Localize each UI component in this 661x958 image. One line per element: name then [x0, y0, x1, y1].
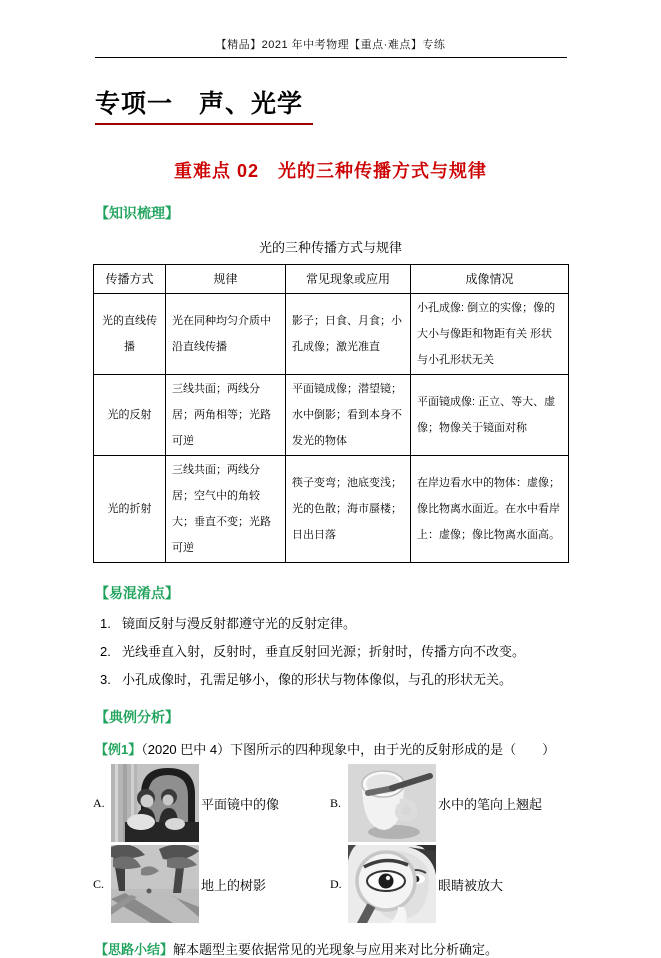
- option-c: [93, 845, 330, 923]
- summary-line: [95, 939, 661, 958]
- tree-shadows-photo: [111, 845, 199, 923]
- summary-label: 【思路小结】: [95, 942, 174, 957]
- table-header-imaging: 成像情况: [411, 265, 569, 294]
- example1-line: [95, 741, 661, 758]
- summary-text: 解本题型主要依据常见的光现象与应用来对比分析确定。: [173, 942, 499, 957]
- table-header-phenomena: 常见现象或应用: [286, 265, 411, 294]
- confusion-item: [100, 644, 661, 659]
- confusion-list: [100, 616, 661, 687]
- confusion-item-text: 小孔成像时，孔需足够小，像的形状与物体像似，与孔的形状无关。: [122, 672, 513, 687]
- knowledge-table: [93, 264, 569, 563]
- table-cell-mode: 光的直线传播: [94, 294, 166, 375]
- confusion-item-text: 镜面反射与漫反射都遵守光的反射定律。: [122, 616, 357, 631]
- table-cell-phenomena: 筷子变弯；池底变浅；光的色散；海市蜃楼；日出日落: [286, 456, 411, 563]
- table-row: [94, 456, 569, 563]
- confusion-item-number: 3.: [100, 672, 111, 687]
- confusion-item-number: 1.: [100, 616, 111, 631]
- magnified-eye-photo: [348, 845, 436, 923]
- table-row: [94, 375, 569, 456]
- table-cell-imaging: 平面镜成像: 正立、等大、虚像；物像关于镜面对称: [411, 375, 569, 456]
- knowledge-section-label: 【知识梳理】: [95, 205, 179, 221]
- table-cell-phenomena: 平面镜成像；潜望镜；水中倒影；看到本身不发光的物体: [286, 375, 411, 456]
- option-d-caption: 眼睛被放大: [438, 877, 504, 893]
- confusion-item-text: 光线垂直入射，反射时，垂直反射回光源；折射时，传播方向不改变。: [122, 644, 526, 659]
- table-header-mode: 传播方式: [94, 265, 166, 294]
- table-cell-rule: 光在同种均匀介质中沿直线传播: [166, 294, 286, 375]
- table-row: [94, 294, 569, 375]
- example-analysis-section-label: 【典例分析】: [95, 709, 179, 725]
- option-b-letter: B.: [330, 795, 342, 810]
- option-c-caption: 地上的树影: [201, 877, 267, 893]
- table-cell-rule: 三线共面；两线分居；两角相等；光路可逆: [166, 375, 286, 456]
- option-b-caption: 水中的笔向上翘起: [438, 796, 543, 812]
- confusion-item-number: 2.: [100, 644, 111, 659]
- table-cell-imaging: 小孔成像: 倒立的实像；像的大小与像距和物距有关 形状与小孔形状无关: [411, 294, 569, 375]
- confusion-section-label: 【易混淆点】: [95, 585, 179, 601]
- option-a-letter: A.: [93, 795, 105, 810]
- example1-options: [93, 764, 661, 923]
- table-header-rule: 规律: [166, 265, 286, 294]
- header-divider: [95, 57, 567, 58]
- table-caption: 光的三种传播方式与规律: [258, 240, 402, 255]
- confusion-item: [100, 672, 661, 687]
- table-header-row: [94, 265, 569, 294]
- table-cell-mode: 光的折射: [94, 456, 166, 563]
- option-c-letter: C.: [93, 876, 105, 891]
- option-d-letter: D.: [330, 876, 342, 891]
- option-d: [330, 845, 660, 923]
- option-a-caption: 平面镜中的像: [201, 796, 280, 812]
- option-b: [330, 764, 660, 842]
- option-a: [93, 764, 330, 842]
- main-title: 专项一 声、光学: [95, 84, 313, 125]
- bent-pen-in-cup-photo: [348, 764, 436, 842]
- example1-label: 【例1】: [95, 742, 142, 757]
- doc-header-text: 【精品】2021 年中考物理【重点·难点】专练: [215, 39, 446, 51]
- table-cell-rule: 三线共面；两线分居；空气中的角较大；垂直不变；光路可逆: [166, 456, 286, 563]
- child-before-mirror-photo: [111, 764, 199, 842]
- table-cell-mode: 光的反射: [94, 375, 166, 456]
- topic-title: 重难点 02 光的三种传播方式与规律: [173, 161, 488, 181]
- example1-question: （2020 巴中 4）下图所示的四种现象中，由于光的反射形成的是（ ）: [141, 742, 556, 757]
- table-cell-phenomena: 影子；日食、月食；小孔成像；激光准直: [286, 294, 411, 375]
- confusion-item: [100, 616, 661, 631]
- table-cell-imaging: 在岸边看水中的物体：虚像；像比物离水面近。在水中看岸上：虚像；像比物离水面高。: [411, 456, 569, 563]
